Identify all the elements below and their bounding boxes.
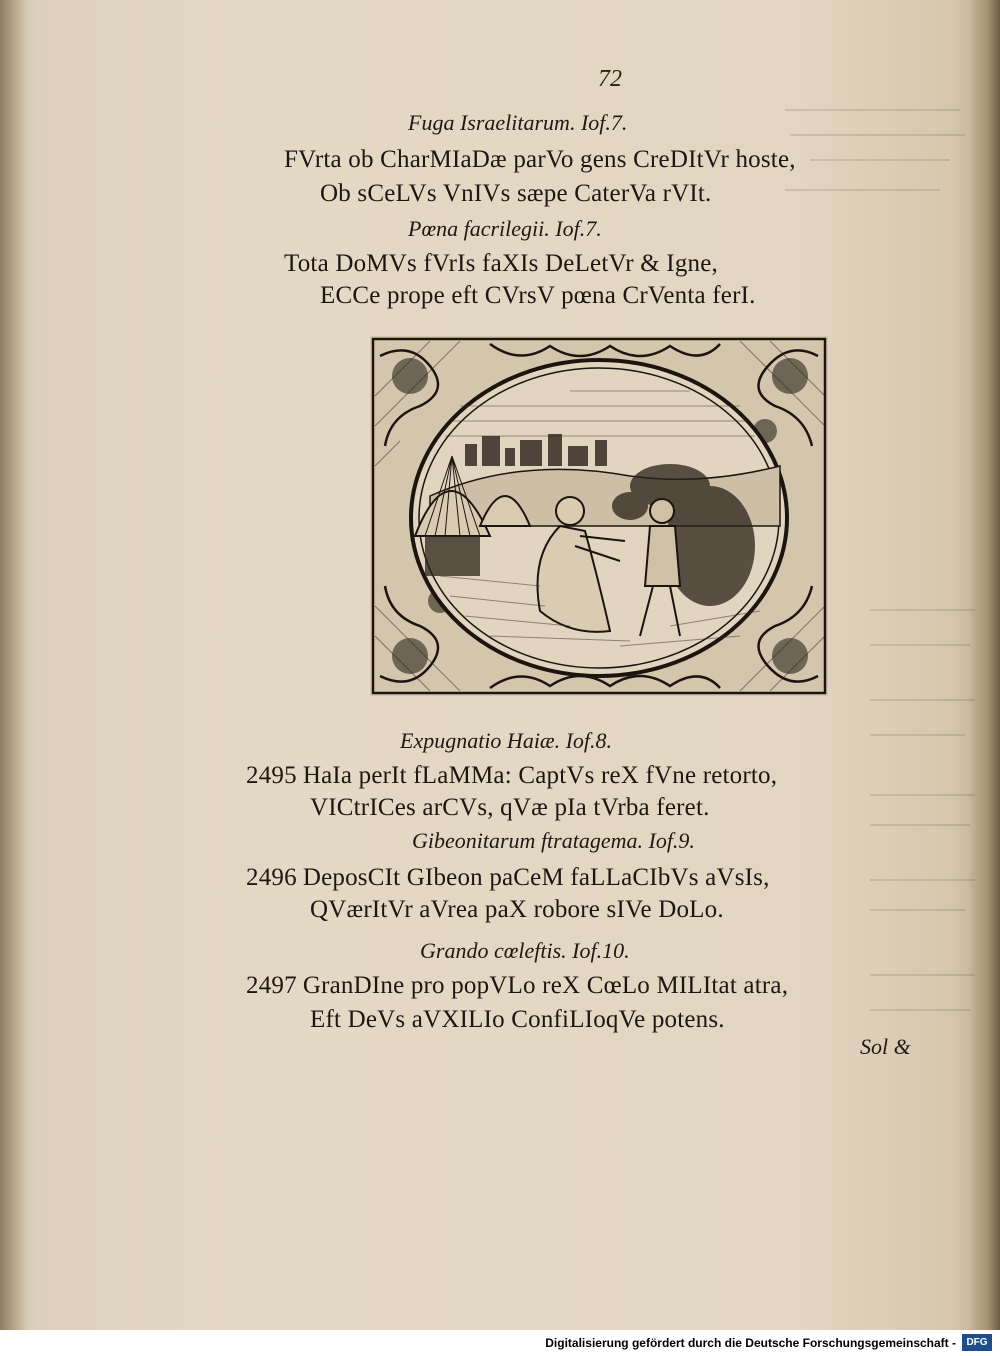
show-through-decoration-lower — [870, 600, 980, 1040]
verse-line — [246, 972, 788, 1000]
verse-number: 2496 — [246, 864, 297, 891]
verse-line — [284, 250, 718, 278]
verse-text: FVrta ob CharMIaDæ parVo gens CreDItVr hoste, — [284, 146, 796, 173]
verse-line — [310, 1006, 725, 1034]
verse-text: HaIa perIt fLaMMa: CaptVs reX fVne retorto, — [302, 762, 778, 789]
verse-line — [320, 180, 712, 208]
verse-number: 2495 — [246, 762, 297, 789]
section-heading: Pœna facrilegii. Iof.7. — [408, 216, 602, 241]
verse-line — [284, 146, 796, 174]
section-heading: Fuga Israelitarum. Iof.7. — [408, 110, 628, 135]
footer-credit: Digitalisierung gefördert durch die Deutsche Forschungsgemeinschaft - — [545, 1336, 956, 1350]
verse-text: QVærItVr aVrea paX robore sIVe DoLo. — [310, 896, 724, 923]
verse-text: Tota DoMVs fVrIs faXIs DeLetVr & Igne, — [284, 250, 718, 277]
dfg-logo: DFG — [962, 1334, 992, 1351]
verse-text: DeposCIt GIbeon paCeM faLLaCIbVs aVsIs, — [302, 864, 770, 891]
section-heading: Grando cœleftis. Iof.10. — [420, 938, 630, 963]
verse-text: Ob sCeLVs VnIVs sæpe CaterVa rVIt. — [320, 180, 712, 207]
section-heading: Expugnatio Haiæ. Iof.8. — [400, 728, 613, 753]
verse-line — [320, 282, 756, 310]
verse-line — [310, 794, 710, 822]
verse-text: VICtrICes arCVs, qVæ pIa tVrba feret. — [310, 794, 710, 821]
section-heading: Gibeonitarum ftratagema. Iof.9. — [412, 828, 695, 853]
verse-text: ECCe prope eft CVrsV pœna CrVenta ferI. — [320, 282, 756, 309]
woodcut-illustration — [370, 336, 828, 696]
verse-text: GranDIne pro popVLo reX CœLo MILItat atra, — [302, 972, 789, 999]
verse-line — [310, 896, 724, 924]
book-spine-shadow — [0, 0, 28, 1330]
page-number: 72 — [598, 66, 622, 92]
verse-number: 2497 — [246, 972, 297, 999]
show-through-decoration — [780, 90, 970, 210]
catchword: Sol & — [860, 1034, 911, 1059]
verse-line — [246, 864, 770, 892]
verse-line — [246, 762, 777, 790]
verse-text: Eft DeVs aVXILIo ConfiLIoqVe potens. — [310, 1006, 725, 1033]
